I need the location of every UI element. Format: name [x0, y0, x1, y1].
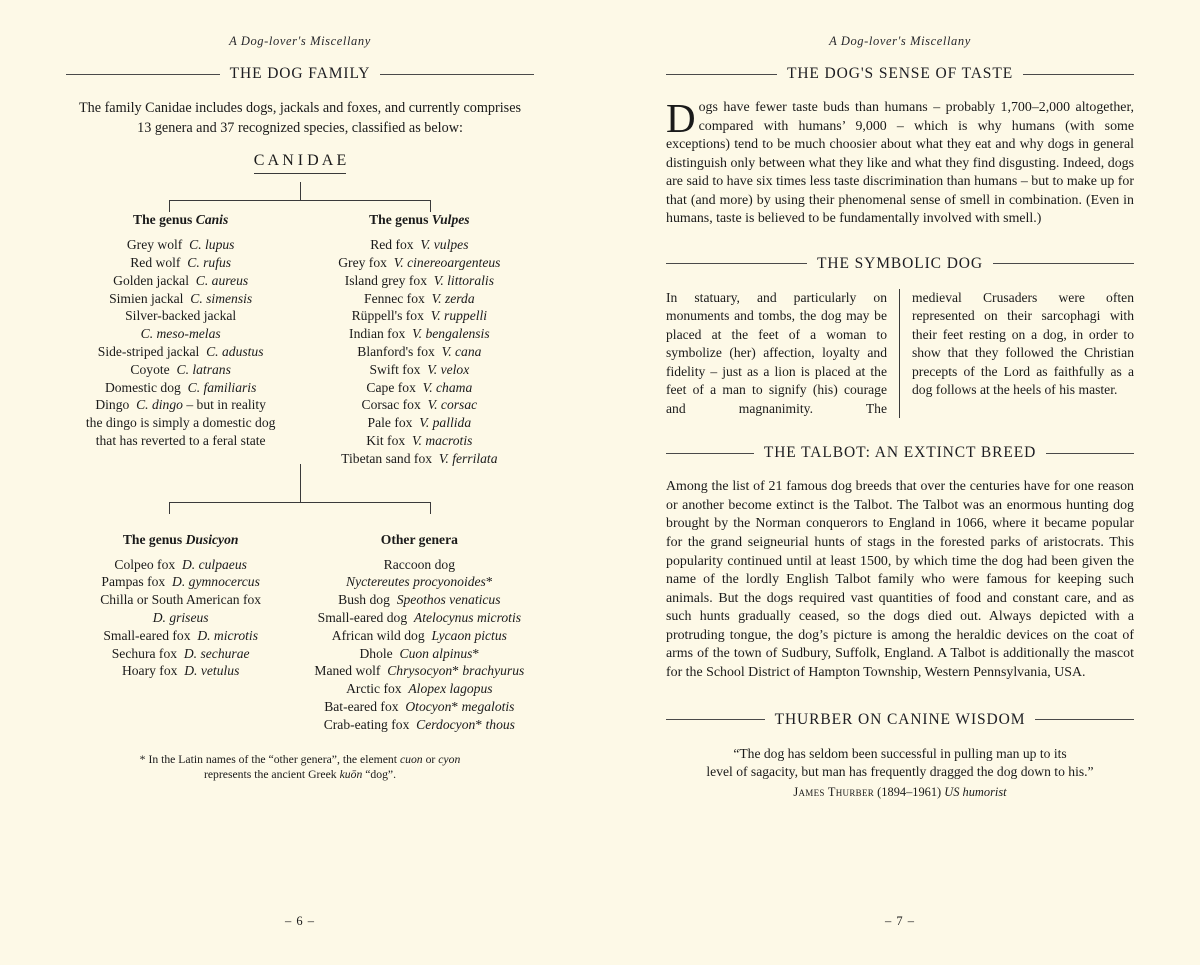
right-page — [600, 0, 1200, 965]
species-asterisk: * — [475, 716, 483, 732]
tree-drop-right-2 — [430, 502, 431, 514]
species-common-name: Corsac fox — [361, 397, 421, 413]
species-entry — [305, 662, 534, 680]
tree-drop-left-2 — [169, 502, 170, 514]
species-entry — [305, 591, 534, 609]
species-entry — [66, 609, 295, 627]
species-latin-name: V. velox — [427, 361, 470, 377]
footnote-part-2: or — [422, 752, 439, 766]
species-latin-name: V. pallida — [419, 415, 472, 431]
attribution-role: US humorist — [944, 785, 1007, 800]
species-latin-name: V. cana — [441, 343, 482, 359]
species-latin-name: Cuon alpinus — [399, 645, 473, 661]
species-latin-name: V. bengalensis — [412, 326, 490, 342]
species-entry — [305, 609, 534, 627]
species-entry — [66, 573, 295, 591]
species-common-name: Side-striped jackal — [97, 343, 200, 359]
species-common-name: Red fox — [370, 237, 414, 253]
footnote-italic-1: cuon — [399, 752, 423, 766]
species-common-name: Arctic fox — [346, 681, 402, 697]
species-latin-name: V. littoralis — [433, 272, 494, 288]
species-common-name: Pale fox — [367, 415, 413, 431]
canidae-tree — [66, 182, 534, 733]
species-latin-name: D. vetulus — [184, 663, 240, 679]
species-latin-name: Nyctereutes procyonoides — [346, 574, 486, 590]
genus-dusicyon-title — [66, 532, 295, 548]
species-common-name: Grey fox — [338, 254, 387, 270]
species-common-name: African wild dog — [331, 627, 425, 643]
genus-dusicyon-column — [66, 532, 295, 734]
species-entry — [305, 396, 534, 414]
genus-vulpes-column — [305, 212, 534, 467]
species-entry — [305, 432, 534, 450]
tree-row-1 — [66, 212, 534, 467]
species-entry — [305, 236, 534, 254]
heading-rule-left-3 — [666, 263, 807, 264]
species-latin-name: Speothos venaticus — [396, 592, 501, 608]
species-latin-name: Otocyon — [405, 698, 452, 714]
species-latin-name: Atelocynus microtis — [413, 609, 522, 625]
species-common-name: Bush dog — [338, 592, 390, 608]
species-entry — [305, 573, 534, 591]
species-entry — [66, 236, 295, 254]
other-genera-title: Other genera — [380, 531, 458, 547]
genus-vulpes-species-list — [305, 236, 534, 467]
species-entry — [66, 379, 295, 397]
quote-attribution — [666, 784, 1134, 801]
species-entry — [305, 627, 534, 645]
tree-bar-horizontal — [169, 200, 431, 201]
species-latin-name: V. macrotis — [411, 432, 473, 448]
species-latin-name: C. aureus — [195, 272, 249, 288]
symbolic-dog-columns — [666, 289, 1134, 418]
section-title-thurber: THURBER ON CANINE WISDOM — [774, 710, 1026, 728]
thurber-quote — [666, 745, 1134, 802]
species-latin-name: V. chama — [422, 379, 473, 395]
genus-canis-column — [66, 212, 295, 467]
species-entry — [66, 627, 295, 645]
species-latin-name: Lycaon pictus — [431, 627, 507, 643]
species-entry — [305, 272, 534, 290]
species-common-name: Cape fox — [366, 379, 416, 395]
species-entry — [305, 556, 534, 574]
species-common-name: Small-eared fox — [103, 627, 191, 643]
species-entry — [66, 591, 295, 609]
species-latin-name: V. vulpes — [420, 237, 469, 253]
species-common-name: Silver-backed jackal — [125, 308, 237, 324]
attribution-name: James Thurber — [793, 785, 875, 800]
section-title-taste: THE DOG'S SENSE OF TASTE — [786, 65, 1014, 82]
species-common-name: Golden jackal — [113, 272, 189, 288]
genus-canis-name: Canis — [195, 212, 229, 228]
heading-rule-right-4 — [1046, 453, 1134, 454]
species-entry — [305, 290, 534, 308]
species-latin-name: D. gymnocercus — [172, 574, 260, 590]
attribution-dates: (1894–1961) — [874, 785, 945, 800]
species-common-name: Simien jackal — [109, 290, 184, 306]
species-common-name: Bat-eared fox — [324, 698, 399, 714]
species-common-name: Maned wolf — [314, 663, 381, 679]
heading-rule-right-2 — [1023, 74, 1134, 75]
species-common-name: Coyote — [130, 361, 170, 377]
species-latin-name-2: thous — [485, 716, 515, 732]
footnote-italic-2: cyon — [438, 752, 461, 766]
species-common-name: Crab-eating fox — [323, 716, 410, 732]
species-latin-name: C. adustus — [206, 343, 264, 359]
footnote-italic-3: kuōn — [339, 768, 363, 782]
genus-dusicyon-prefix: The genus — [122, 531, 186, 547]
species-common-name: the dingo is simply a domestic dog — [85, 415, 276, 431]
species-latin-name: D. culpaeus — [181, 556, 247, 572]
tree-stem-middle — [66, 468, 534, 502]
genus-dusicyon-name: Dusicyon — [185, 531, 239, 547]
tree-drop-right — [430, 200, 431, 212]
species-latin-name: D. sechurae — [183, 645, 250, 661]
section-heading-symbolic-dog — [666, 255, 1134, 273]
species-latin-name: Chrysocyon — [387, 663, 453, 679]
species-latin-name: V. corsac — [427, 397, 478, 413]
species-common-name: Indian fox — [349, 326, 406, 342]
species-entry — [66, 645, 295, 663]
species-entry — [305, 379, 534, 397]
quote-line-2: level of sagacity, but man has frequently dragged the dog down to his.” — [706, 764, 1094, 780]
species-common-name: Hoary fox — [121, 663, 178, 679]
section-heading-thurber — [666, 711, 1134, 729]
species-common-name: Chilla or South American fox — [100, 592, 262, 608]
quote-line-1: “The dog has seldom been successful in pulling man up to its — [733, 745, 1067, 761]
species-latin-name: C. lupus — [189, 237, 235, 253]
species-latin-name: V. cinereoargenteus — [393, 254, 501, 270]
species-common-name: Red wolf — [130, 254, 181, 270]
species-common-name: Island grey fox — [344, 272, 427, 288]
footnote-part-3: represents the ancient Greek — [203, 768, 340, 782]
species-latin-name: V. ruppelli — [430, 308, 488, 324]
footnote-asterisk — [96, 752, 504, 784]
folio-left: – 6 – — [285, 914, 315, 928]
section-heading-dog-family — [66, 65, 534, 83]
species-entry — [66, 662, 295, 680]
symbolic-dog-column-right: medieval Crusaders were often represented on their sarcophagi with their feet resting on a dog, in order to show that they followed the Christian precepts of the Lord as faithfully as a dog follows at the heels of his master. — [912, 289, 1134, 398]
tree-connector-bottom — [66, 502, 534, 532]
species-entry — [66, 325, 295, 343]
species-entry — [66, 307, 295, 325]
species-common-name: Sechura fox — [111, 645, 178, 661]
tree-bar-horizontal-2 — [169, 502, 431, 503]
species-common-name: Fennec fox — [364, 290, 425, 306]
species-latin-name-2: megalotis — [461, 698, 515, 714]
species-latin-name: C. simensis — [190, 290, 253, 306]
paragraph-talbot: Among the list of 21 famous dog breeds that over the centuries have for one reason or another become extinct is the Talbot. The Talbot was an enormous hunting dog brought by the Norman conquerors to England in 1066, where it became popular for the grand seigneurial hunts of stags in the forested parks of aristocrats. This popularity continued until at least 1500, by which time the dog had been given the name of the lordly English Talbot family who were famous for keeping such animals. But the dogs required vast quantities of food and constant care, and as such hunts gradually ceased, so the dogs died out. Always depicted with a protruding tongue, the dog’s picture is among the heraldic devices on the coat of arms of the town of Sudbury, Suffolk, England. A Talbot is additionally the mascot for the School District of Hampton Township, Western Pennsylvania, USA. — [666, 479, 1134, 680]
genus-canis-prefix: The genus — [133, 212, 196, 228]
section-heading-sense-of-taste — [666, 65, 1134, 83]
species-latin-name: C. meso-melas — [140, 326, 221, 342]
species-latin-name: D. microtis — [197, 627, 258, 643]
tree-drop-left — [169, 200, 170, 212]
species-common-name: Blanford's fox — [357, 343, 435, 359]
species-common-name: Raccoon dog — [383, 556, 456, 572]
running-head-right: A Dog-lover's Miscellany — [829, 34, 971, 48]
section-title-symbolic: THE SYMBOLIC DOG — [817, 254, 983, 272]
species-entry — [66, 290, 295, 308]
species-entry — [66, 361, 295, 379]
species-latin-name: C. latrans — [176, 361, 231, 377]
section-title-talbot: THE TALBOT: AN EXTINCT BREED — [763, 444, 1037, 462]
species-common-name: Colpeo fox — [114, 556, 176, 572]
species-entry — [305, 698, 534, 716]
footnote-part-4: “dog”. — [362, 768, 397, 782]
genus-canis-species-list — [66, 236, 295, 450]
heading-rule-left-4 — [666, 453, 754, 454]
species-entry — [305, 361, 534, 379]
tree-connector-top — [66, 182, 534, 212]
species-entry — [305, 254, 534, 272]
section-title-text: THE DOG FAMILY — [229, 65, 371, 82]
folio-right: – 7 – — [885, 914, 915, 928]
species-latin-name: C. rufus — [187, 254, 232, 270]
intro-paragraph: The family Canidae includes dogs, jackals and foxes, and currently comprises 13 genera and 37 recognized species, classified as below: — [78, 100, 522, 136]
species-common-name: Pampas fox — [101, 574, 166, 590]
species-entry — [66, 343, 295, 361]
tree-root-label: C A N I D A E — [254, 152, 346, 174]
species-entry — [305, 680, 534, 698]
heading-rule-left-5 — [666, 719, 765, 720]
species-asterisk: * — [452, 663, 459, 679]
species-common-name: Grey wolf — [126, 237, 183, 253]
species-entry — [305, 325, 534, 343]
species-entry — [66, 396, 295, 414]
species-latin-name: Cerdocyon — [416, 716, 476, 732]
species-common-name: Swift fox — [369, 361, 421, 377]
species-latin-name: C. familiaris — [187, 379, 257, 395]
genus-vulpes-name: Vulpes — [431, 212, 470, 228]
species-entry — [66, 414, 295, 432]
heading-rule-left-2 — [666, 74, 777, 75]
footnote-part-1: * In the Latin names of the “other genera”, the element — [139, 752, 400, 766]
species-entry — [66, 432, 295, 450]
tree-root-wrap — [66, 152, 534, 174]
genus-vulpes-title — [305, 212, 534, 228]
species-entry — [66, 556, 295, 574]
species-latin-name: V. zerda — [431, 290, 475, 306]
species-asterisk: * — [485, 574, 493, 590]
tree-stem-middle-line — [300, 464, 301, 502]
species-entry — [66, 272, 295, 290]
paragraph-sense-of-taste: Dogs have fewer taste buds than humans – probably 1,700–2,000 altogether, compared with humans’ 9,000 – which is why humans (with some exceptions) tend to be much choosier about what they eat and why dogs in general distinguish only between what they like and what they find disgusting. Indeed, dogs are said to have six times less taste discrimination than humans – but to make up for that (and more) by using their phenomenal sense of smell in combination. (Even in humans, taste is believed to be fundamentally involved with smell.) — [666, 95, 1134, 227]
genus-canis-title — [66, 212, 295, 228]
tree-stem-vertical — [300, 182, 301, 200]
species-latin-name: V. ferrilata — [438, 450, 498, 466]
species-suffix-note: – but in reality — [182, 397, 266, 413]
other-genera-column — [305, 532, 534, 734]
section-heading-talbot — [666, 444, 1134, 462]
genus-vulpes-prefix: The genus — [369, 212, 432, 228]
species-common-name: Rüppell's fox — [351, 308, 424, 324]
species-asterisk: * — [451, 698, 459, 714]
symbolic-dog-column-left: In statuary, and particularly on monuments and tombs, the dog may be placed at the feet of a woman to symbolize (her) affection, loyalty and fidelity – just as a lion is placed at the feet of a man to signify (his) courage and magnanimity. The — [666, 289, 900, 418]
heading-rule-right-3 — [993, 263, 1134, 264]
species-latin-name: C. dingo — [136, 397, 183, 413]
species-common-name: Domestic dog — [104, 379, 181, 395]
species-latin-name: D. griseus — [152, 609, 209, 625]
species-entry — [305, 450, 534, 468]
heading-rule-right — [380, 74, 534, 75]
species-entry — [305, 343, 534, 361]
heading-rule-left — [66, 74, 220, 75]
species-entry — [305, 716, 534, 734]
species-entry — [305, 645, 534, 663]
species-entry — [305, 414, 534, 432]
species-asterisk: * — [472, 645, 480, 661]
heading-rule-right-5 — [1035, 719, 1134, 720]
species-entry — [66, 254, 295, 272]
species-common-name: Kit fox — [366, 432, 406, 448]
species-latin-name-2: brachyurus — [462, 663, 525, 679]
species-common-name: Dingo — [95, 397, 130, 413]
running-head-left: A Dog-lover's Miscellany — [229, 34, 371, 48]
species-latin-name: Alopex lagopus — [408, 681, 493, 697]
species-entry — [305, 307, 534, 325]
genus-dusicyon-species-list — [66, 556, 295, 681]
species-common-name: that has reverted to a feral state — [95, 432, 266, 448]
species-common-name: Tibetan sand fox — [341, 450, 433, 466]
species-common-name: Dhole — [359, 645, 393, 661]
tree-row-2 — [66, 532, 534, 734]
other-genera-species-list — [305, 556, 534, 734]
species-common-name: Small-eared dog — [317, 609, 408, 625]
